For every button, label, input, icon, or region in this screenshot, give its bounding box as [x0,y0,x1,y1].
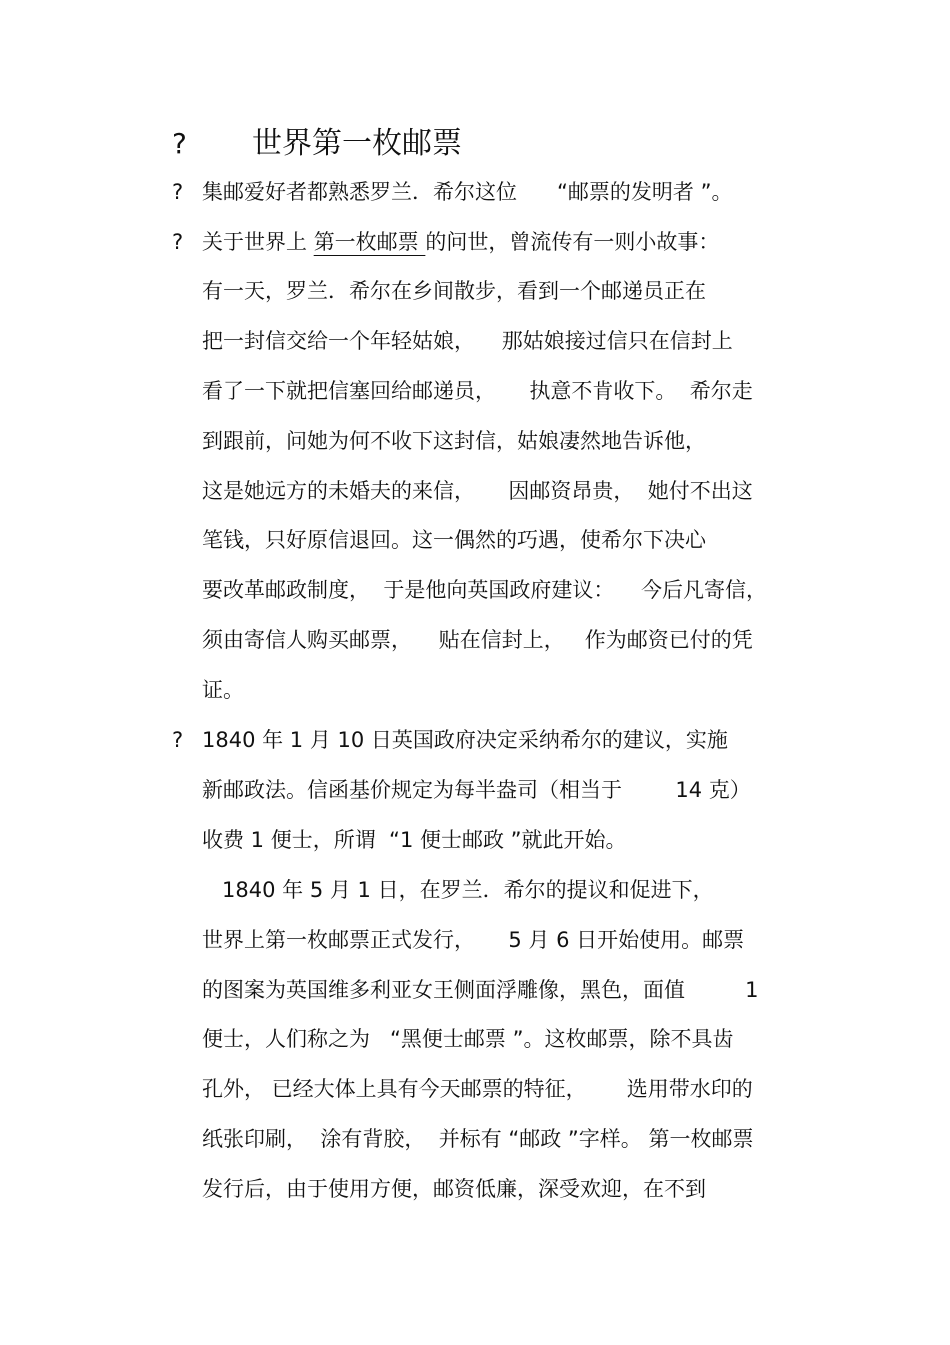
paragraph-2-line-8: 要改革邮政制度， 于是他向英国政府建议： 今后凡寄信， [202,578,768,602]
paragraph-4-line-6: 纸张印刷， 涂有背胶， 并标有 “邮政 ”字样。 第一枚邮票 [202,1127,754,1151]
bullet-marker: ? [172,230,184,254]
paragraph-2-line-6: 这是她远方的未婚夫的来信， 因邮资昂贵， 她付不出这 [202,479,753,503]
paragraph-4-line-1: 1840 年 5 月 1 日，在罗兰．希尔的提议和促进下， [202,878,714,902]
paragraph-2-line-4: 看了一下就把信塞回给邮递员， 执意不肯收下。 希尔走 [202,379,753,403]
title-bullet-marker: ? [172,127,187,160]
paragraph-4-line-3: 的图案为英国维多利亚女王侧面浮雕像，黑色，面值 1 [202,978,759,1002]
paragraph-4-line-4: 便士，人们称之为 “黑便士邮票 ”。这枚邮票，除不具齿 [202,1027,734,1051]
paragraph-1-line-1: 集邮爱好者都熟悉罗兰．希尔这位 “邮票的发明者 ”。 [202,180,733,204]
paragraph-2-line-2: 有一天，罗兰．希尔在乡间散步，看到一个邮递员正在 [202,279,706,303]
paragraph-2-line-10: 证。 [202,678,244,702]
paragraph-4-line-5: 孔外， 已经大体上具有今天邮票的特征， 选用带水印的 [202,1077,753,1101]
bullet-marker: ? [172,180,184,204]
paragraph-4-line-7: 发行后，由于使用方便，邮资低廉，深受欢迎，在不到 [202,1177,706,1201]
text-segment: 的问世，曾流传有一则小故事： [425,230,720,254]
text-segment: 关于世界上 [202,230,314,254]
underlined-term: 第一枚邮票 [313,230,426,254]
paragraph-4-line-2: 世界上第一枚邮票正式发行， 5 月 6 日开始使用。邮票 [202,928,745,952]
paragraph-3-line-2: 新邮政法。信函基价规定为每半盎司（相当于 14 克） [202,778,751,802]
paragraph-2-line-7: 笔钱，只好原信退回。这一偶然的巧遇，使希尔下决心 [202,528,706,552]
bullet-marker: ? [172,728,184,752]
paragraph-2-line-9: 须由寄信人购买邮票， 贴在信封上， 作为邮资已付的凭 [202,628,753,652]
paragraph-2-line-1 [202,226,719,258]
paragraph-3-line-3: 收费 1 便士，所谓 “1 便士邮政 ”就此开始。 [202,828,627,852]
page-title: 世界第一枚邮票 [252,126,462,161]
paragraph-2-line-5: 到跟前，问她为何不收下这封信，姑娘凄然地告诉他， [202,429,706,453]
paragraph-2-line-3: 把一封信交给一个年轻姑娘， 那姑娘接过信只在信封上 [202,329,733,353]
paragraph-3-line-1: 1840 年 1 月 10 日英国政府决定采纳希尔的建议，实施 [202,728,728,752]
